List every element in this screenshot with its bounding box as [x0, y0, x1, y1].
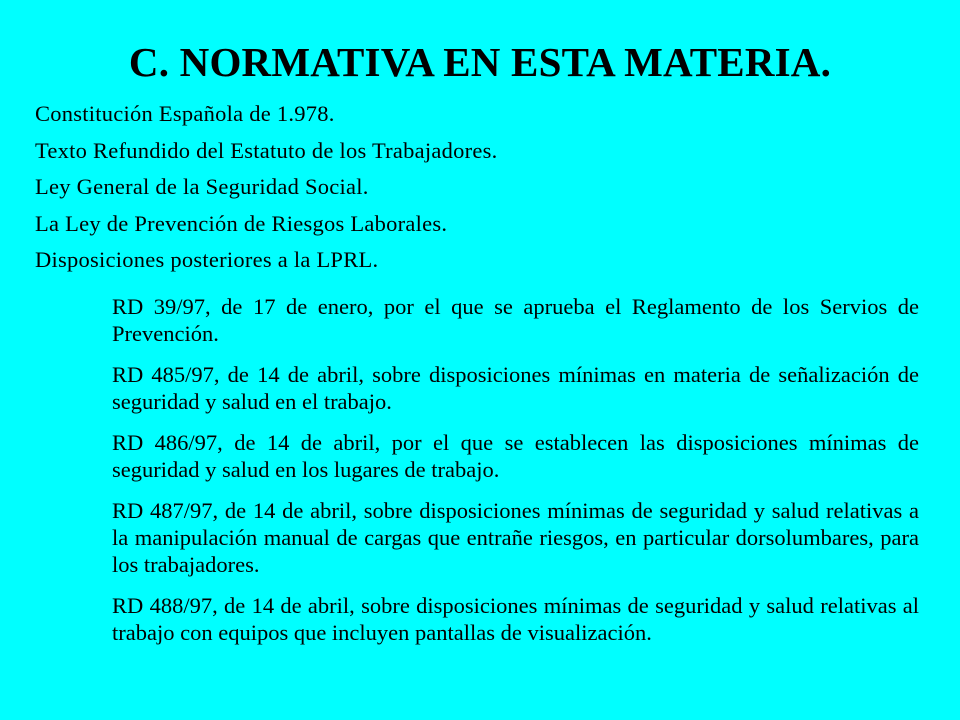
list-item: Ley General de la Seguridad Social. — [35, 174, 369, 200]
list-item: Texto Refundido del Estatuto de los Trabajadores. — [35, 137, 498, 163]
sub-list-item: RD 488/97, de 14 de abril, sobre disposiciones mínimas de seguridad y salud relativas al trabajo con equipos que incluyen pantallas de visualización. — [112, 593, 919, 645]
royal-decree-list — [112, 293, 919, 660]
list-item: Disposiciones posteriores a la LPRL. — [35, 247, 379, 273]
list-item: La Ley de Prevención de Riesgos Laborales. — [35, 210, 448, 236]
list-item: Constitución Española de 1.978. — [35, 101, 335, 126]
sub-list-item: RD 487/97, de 14 de abril, sobre disposiciones mínimas de seguridad y salud relativas a la manipulación manual de cargas que entrañe riesgos, en particular dorsolumbares, para los trabajadores. — [112, 498, 919, 577]
slide-title: C. NORMATIVA EN ESTA MATERIA. — [128, 39, 832, 85]
sub-list-item: RD 39/97, de 17 de enero, por el que se aprueba el Reglamento de los Servios de Prevención. — [112, 294, 919, 346]
sub-list-item: RD 486/97, de 14 de abril, por el que se establecen las disposiciones mínimas de seguridad y salud en los lugares de trabajo. — [112, 430, 919, 482]
sub-list-item: RD 485/97, de 14 de abril, sobre disposiciones mínimas en materia de señalización de seguridad y salud en el trabajo. — [112, 362, 919, 414]
legislation-list — [35, 100, 925, 283]
